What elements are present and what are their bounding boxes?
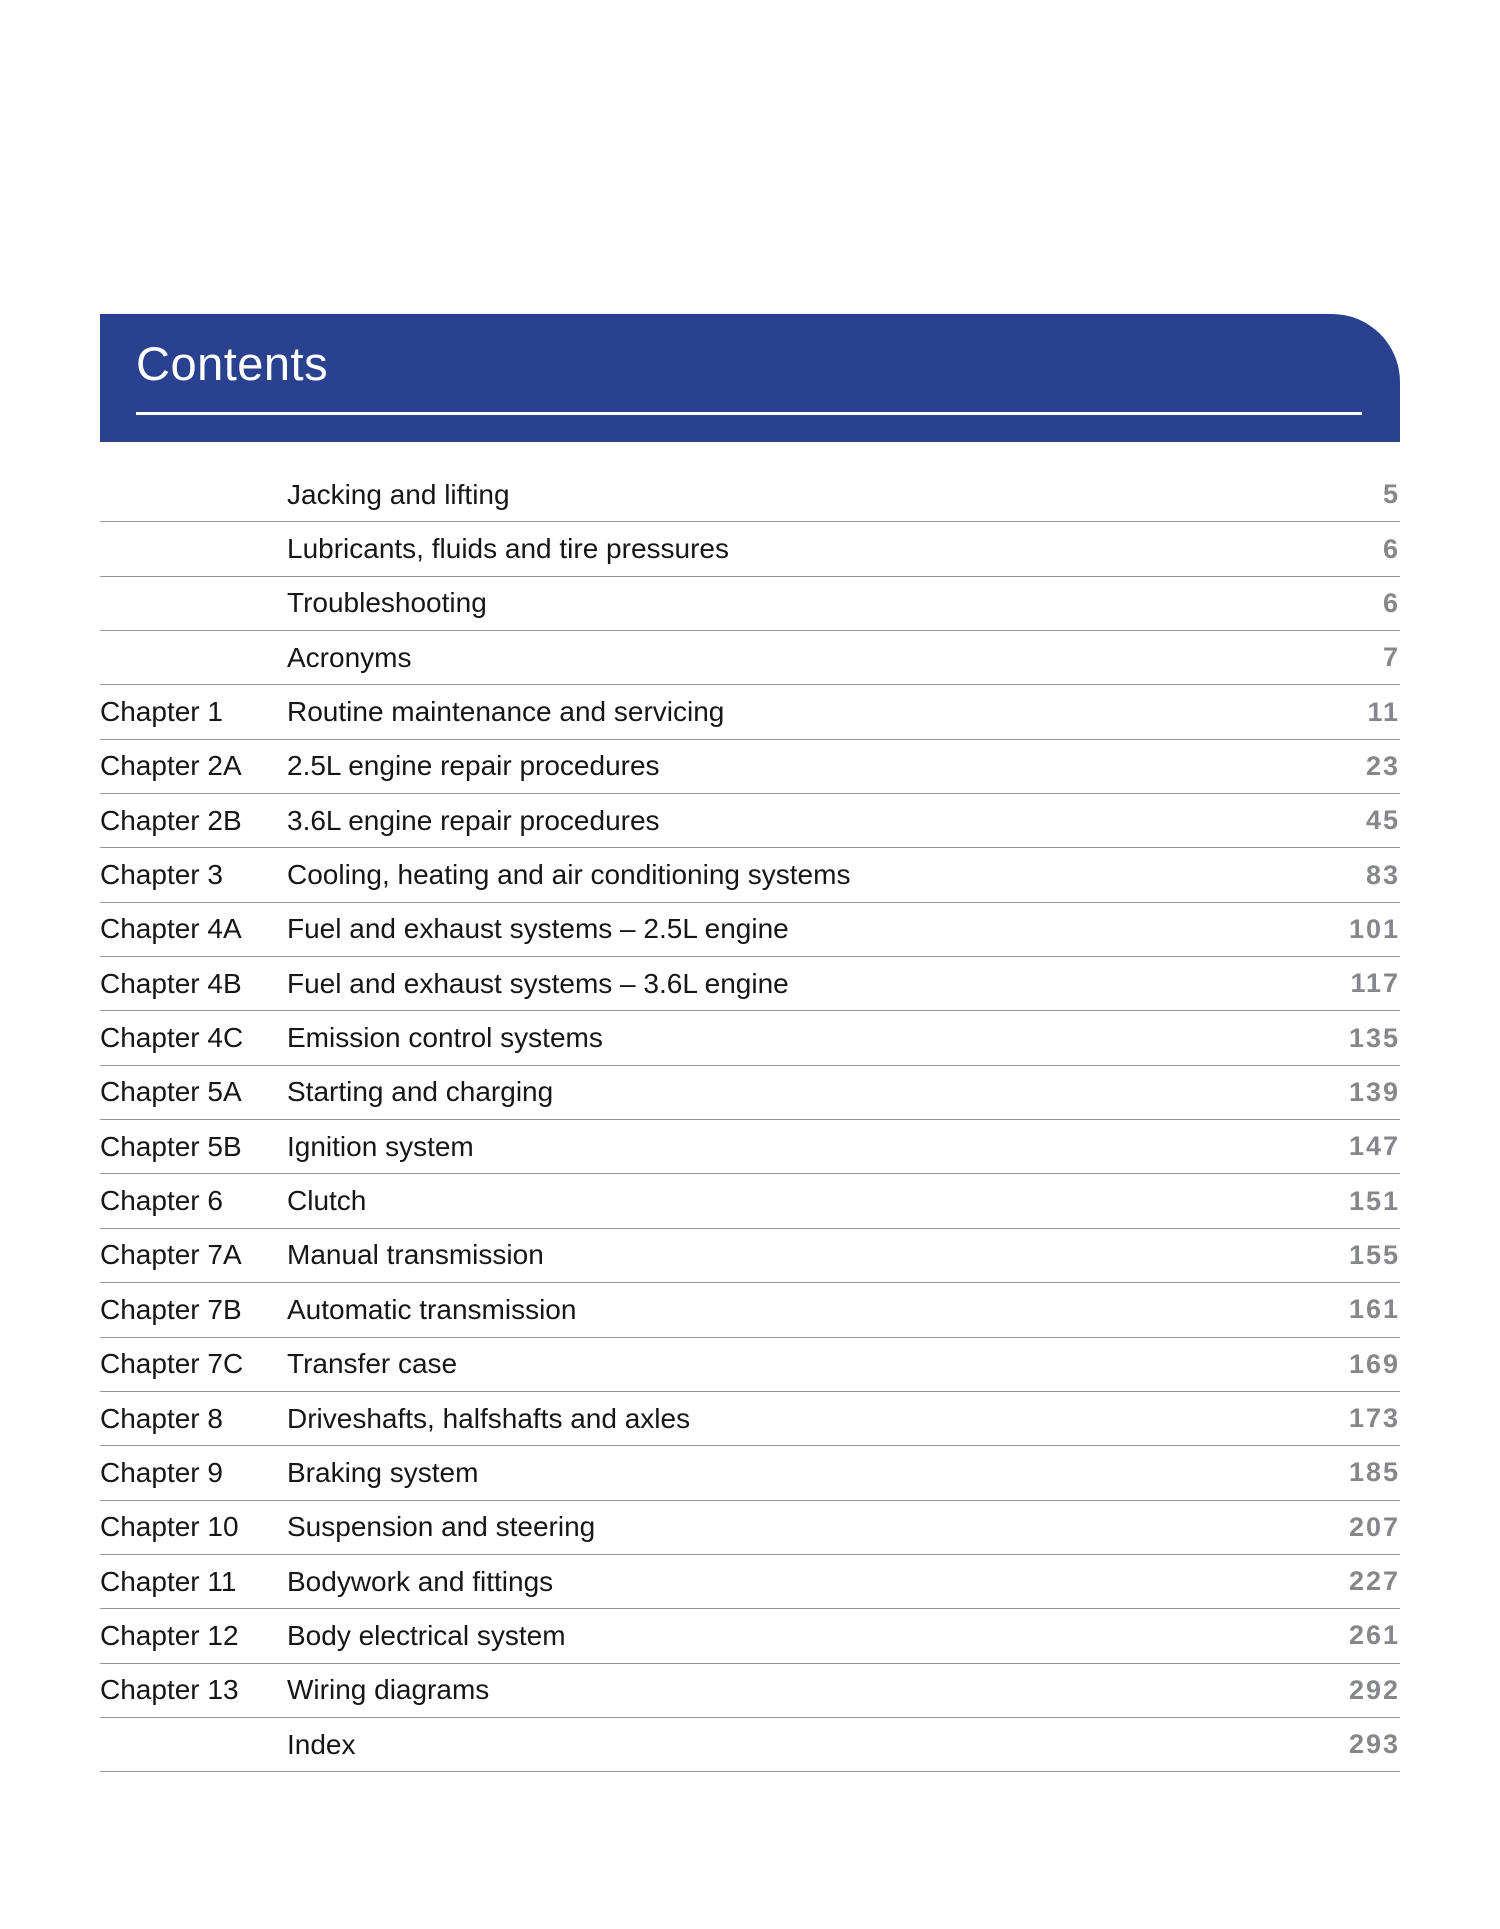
toc-row [100,685,1400,739]
toc-entry-title: Routine maintenance and servicing [287,696,725,728]
toc-entry-title: Index [287,1728,356,1760]
toc-page-number: 5 [1382,479,1400,510]
toc-chapter-label: Chapter 4A [100,913,242,945]
toc-row [100,1229,1400,1283]
toc-page-number: 83 [1365,859,1400,890]
toc-page-number: 227 [1348,1566,1400,1597]
toc-entry-title: 3.6L engine repair procedures [287,804,660,836]
toc-entry-title: Transfer case [287,1348,458,1380]
toc-chapter-label: Chapter 2B [100,804,242,836]
toc-entry-title: Ignition system [287,1130,474,1162]
toc-chapter-label: Chapter 11 [100,1565,237,1597]
toc-entry-title: Lubricants, fluids and tire pressures [287,533,729,565]
toc-row [100,1338,1400,1392]
page-title: Contents [136,337,329,390]
toc-page-number: 45 [1365,805,1400,836]
toc-row [100,522,1400,576]
toc-page-number: 6 [1382,587,1400,618]
toc-entry-title: Acronyms [287,641,412,673]
toc-row [100,1011,1400,1065]
toc-entry-title: 2.5L engine repair procedures [287,750,660,782]
toc-row [100,1120,1400,1174]
toc-chapter-label: Chapter 5B [100,1130,242,1162]
toc-page-number: 292 [1348,1674,1400,1705]
toc-row [100,1392,1400,1446]
toc-page-number: 155 [1348,1239,1400,1270]
toc-row [100,1555,1400,1609]
toc-row [100,1066,1400,1120]
toc-page-number: 11 [1367,696,1400,727]
toc-page-number: 169 [1348,1348,1400,1379]
toc-chapter-label: Chapter 12 [100,1619,239,1651]
toc-entry-title: Clutch [287,1185,367,1217]
toc-page-number: 101 [1348,913,1400,944]
toc-entry-title: Fuel and exhaust systems – 2.5L engine [287,913,789,945]
contents-banner [100,314,1400,442]
toc-chapter-label: Chapter 7B [100,1293,242,1325]
toc-entry-title: Fuel and exhaust systems – 3.6L engine [287,967,789,999]
toc-chapter-label: Chapter 3 [100,859,223,891]
toc-chapter-label: Chapter 13 [100,1674,239,1706]
toc-entry-title: Braking system [287,1456,479,1488]
toc-entry-title: Driveshafts, halfshafts and axles [287,1402,691,1434]
toc-entry-title: Troubleshooting [287,587,487,619]
toc-chapter-label: Chapter 5A [100,1076,242,1108]
toc-page-number: 207 [1348,1511,1400,1542]
toc-page-number: 151 [1348,1185,1400,1216]
toc-chapter-label: Chapter 6 [100,1185,223,1217]
toc-page-number: 117 [1350,968,1400,999]
toc-row [100,903,1400,957]
toc-entry-title: Jacking and lifting [287,478,510,510]
toc-row [100,1664,1400,1718]
toc-row [100,1283,1400,1337]
toc-page-number: 161 [1348,1294,1400,1325]
toc-entry-title: Starting and charging [287,1076,554,1108]
toc-chapter-label: Chapter 8 [100,1402,223,1434]
toc-page-number: 293 [1348,1729,1400,1760]
toc-row [100,1501,1400,1555]
toc-row [100,1446,1400,1500]
toc-page-number: 173 [1348,1403,1400,1434]
toc-page-number: 185 [1348,1457,1400,1488]
toc-row [100,468,1400,522]
banner-underline [136,412,1362,415]
toc-page-number: 147 [1348,1131,1400,1162]
toc-entry-title: Body electrical system [287,1619,566,1651]
toc-entry-title: Bodywork and fittings [287,1565,554,1597]
toc-page-number: 23 [1365,750,1400,781]
toc-row [100,740,1400,794]
toc-entry-title: Automatic transmission [287,1293,577,1325]
toc-row [100,1718,1400,1772]
toc-entry-title: Manual transmission [287,1239,544,1271]
toc-row [100,577,1400,631]
toc-page-number: 261 [1348,1620,1400,1651]
toc-chapter-label: Chapter 9 [100,1456,223,1488]
toc-chapter-label: Chapter 10 [100,1511,239,1543]
toc-row [100,848,1400,902]
toc-row [100,631,1400,685]
toc-chapter-label: Chapter 1 [100,696,223,728]
toc-row [100,1609,1400,1663]
toc-chapter-label: Chapter 2A [100,750,242,782]
toc-row [100,957,1400,1011]
toc-chapter-label: Chapter 4B [100,967,242,999]
toc-entry-title: Suspension and steering [287,1511,596,1543]
toc-chapter-label: Chapter 4C [100,1022,244,1054]
toc-page-number: 7 [1382,642,1400,673]
toc-entry-title: Cooling, heating and air conditioning systems [287,859,851,891]
toc-entry-title: Emission control systems [287,1022,603,1054]
toc-chapter-label: Chapter 7C [100,1348,244,1380]
table-of-contents [100,468,1400,1772]
toc-row [100,1174,1400,1228]
toc-page-number: 139 [1348,1076,1400,1107]
toc-chapter-label: Chapter 7A [100,1239,242,1271]
toc-page-number: 6 [1382,533,1400,564]
toc-page-number: 135 [1348,1022,1400,1053]
toc-row [100,794,1400,848]
toc-entry-title: Wiring diagrams [287,1674,490,1706]
